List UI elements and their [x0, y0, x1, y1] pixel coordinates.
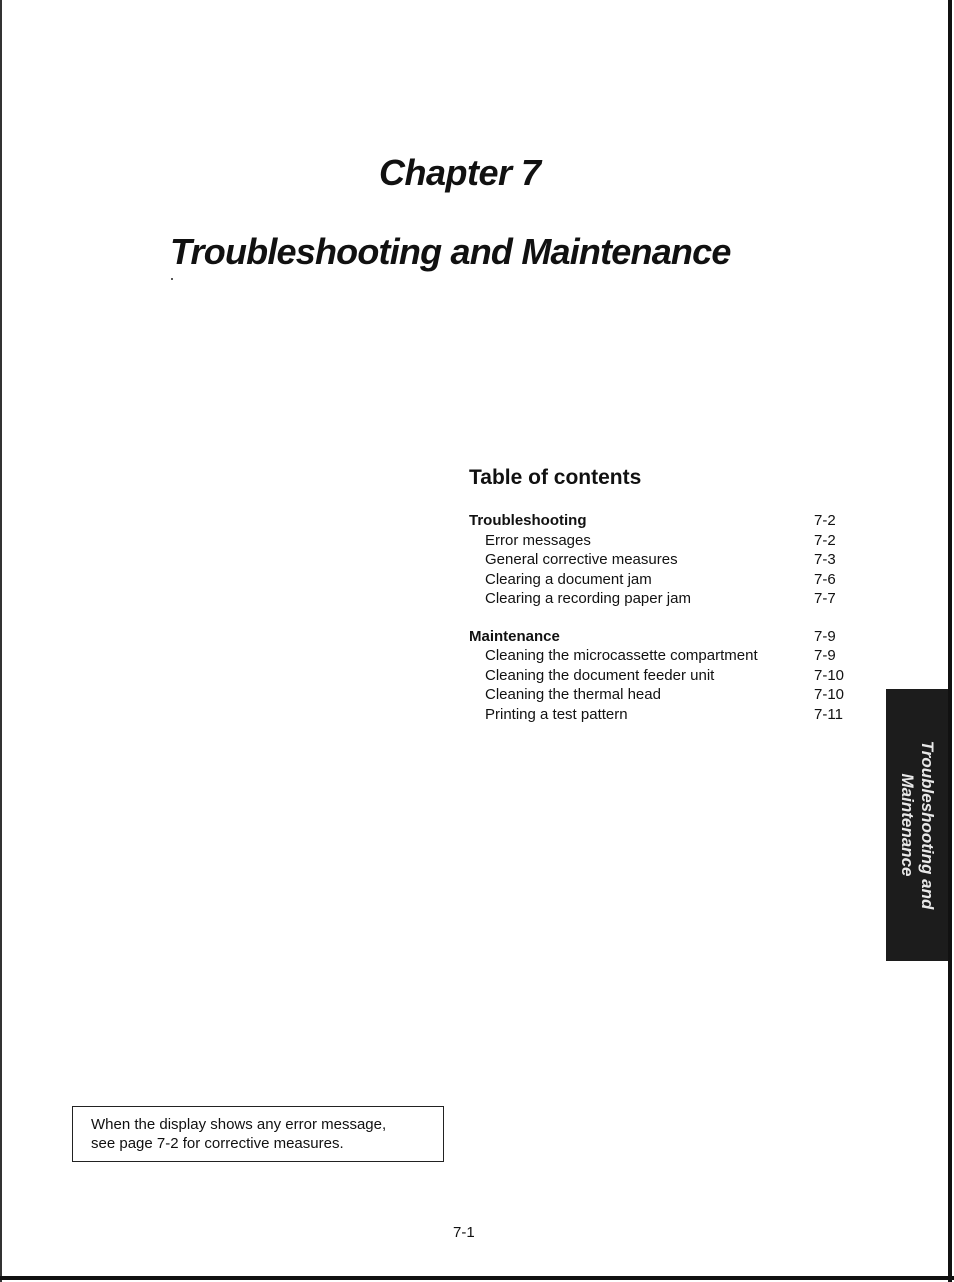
- notice-line: When the display shows any error message,: [91, 1116, 387, 1133]
- toc-item-label: Error messages: [485, 531, 591, 549]
- toc-item[interactable]: [469, 685, 869, 705]
- toc-item-label: Cleaning the document feeder unit: [485, 666, 715, 684]
- toc-item-label: Clearing a document jam: [485, 570, 652, 588]
- toc-item[interactable]: [469, 550, 869, 570]
- toc-item-label: Cleaning the microcassette compartment: [485, 647, 758, 664]
- toc-item[interactable]: [469, 646, 869, 666]
- toc-section-row[interactable]: [469, 511, 869, 531]
- toc-section-title: Troubleshooting: [469, 512, 587, 529]
- toc-page-number: 7-11: [814, 705, 843, 723]
- toc-page-number: 7-3: [814, 551, 836, 568]
- chapter-side-tab: [886, 689, 948, 961]
- toc-item-label: Printing a test pattern: [485, 705, 628, 723]
- toc-item[interactable]: [469, 666, 869, 686]
- toc-page-number: 7-9: [814, 627, 836, 645]
- page-bottom-edge: [0, 1276, 954, 1280]
- toc-section-title: Maintenance: [469, 627, 560, 645]
- toc-page-number: 7-9: [814, 647, 836, 664]
- chapter-title: Troubleshooting and Maintenance: [170, 231, 731, 272]
- toc-page-number: 7-2: [814, 531, 836, 549]
- page-number: 7-1: [453, 1224, 475, 1241]
- toc-item-label: General corrective measures: [485, 551, 678, 568]
- toc-item[interactable]: [469, 531, 869, 551]
- toc-section-troubleshooting: [469, 511, 869, 609]
- toc-page-number: 7-2: [814, 512, 836, 529]
- side-tab-line: Maintenance: [898, 773, 917, 877]
- toc-item-label: Cleaning the thermal head: [485, 686, 661, 703]
- toc-section-row[interactable]: [469, 627, 869, 647]
- toc-page-number: 7-10: [814, 666, 845, 684]
- toc-item-label: Clearing a recording paper jam: [485, 590, 691, 607]
- toc-section-maintenance: [469, 627, 869, 725]
- page-right-edge: [948, 0, 952, 1282]
- toc-heading: Table of contents: [469, 466, 642, 489]
- table-of-contents: [469, 511, 869, 742]
- page-left-edge: [0, 0, 2, 1282]
- toc-item[interactable]: [469, 705, 869, 725]
- notice-line: see page 7-2 for corrective measures.: [91, 1134, 344, 1152]
- notice-box: [72, 1106, 444, 1162]
- toc-item[interactable]: [469, 589, 869, 609]
- side-tab-line: Troubleshooting and: [918, 740, 937, 910]
- stray-dot: [171, 278, 173, 280]
- toc-page-number: 7-6: [814, 570, 836, 588]
- toc-item[interactable]: [469, 570, 869, 590]
- chapter-number: Chapter 7: [379, 152, 541, 193]
- side-tab-label: [897, 741, 937, 910]
- toc-page-number: 7-10: [814, 686, 845, 703]
- toc-page-number: 7-7: [814, 590, 836, 607]
